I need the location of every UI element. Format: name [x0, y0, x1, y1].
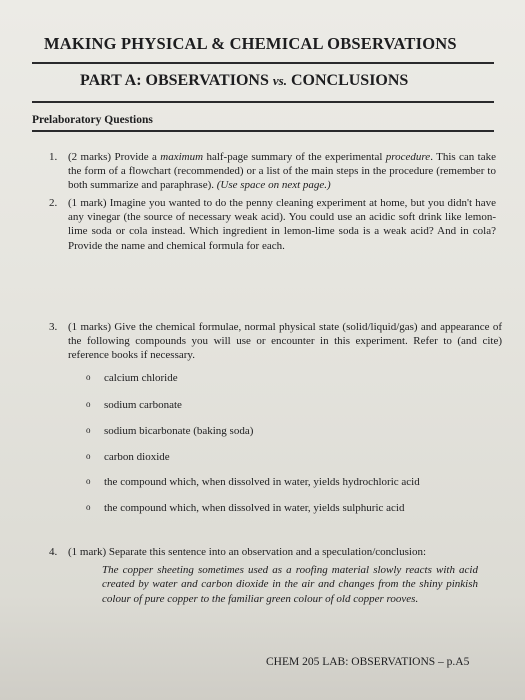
list-item-text: the compound which, when dissolved in water, yields sulphuric acid [104, 502, 405, 514]
question-number: 2. [49, 197, 58, 209]
question-text: (1 marks) Give the chemical formulae, normal physical state (solid/liquid/gas) and appearance of the following compounds you will use or encounter in this experiment. Refer to (and cite) reference books if necessary. [68, 321, 502, 362]
q1-emphasis-procedure: procedure [385, 151, 431, 163]
part-heading [80, 72, 480, 90]
list-item [86, 399, 182, 411]
bullet-icon: o [86, 425, 91, 435]
section-rule [32, 130, 494, 132]
question-number: 1. [49, 151, 58, 163]
list-item-text: sodium carbonate [104, 399, 182, 411]
question-text: (1 mark) Separate this sentence into an observation and a speculation/conclusion: [68, 546, 426, 558]
part-heading-post: CONCLUSIONS [286, 72, 409, 89]
q1-text-part: (2 marks) Provide a [68, 151, 161, 163]
bullet-icon: o [86, 399, 91, 409]
question-1 [49, 150, 496, 193]
section-heading: Prelaboratory Questions [32, 114, 153, 126]
part-rule [32, 101, 494, 103]
bullet-icon: o [86, 451, 91, 461]
part-heading-pre: PART A: OBSERVATIONS [80, 72, 273, 89]
list-item-text: the compound which, when dissolved in water, yields hydrochloric acid [104, 476, 420, 488]
title-rule [32, 62, 494, 64]
question-number: 4. [49, 546, 58, 558]
q1-text-part: . This can take the form of a flowchart (recommended) or a list of the main steps in the procedure (remember to both summarize and paraphrase). [68, 151, 496, 192]
question-text: (1 mark) Imagine you wanted to do the penny cleaning experiment at home, but you didn't have any vinegar (the source of necessary weak acid). You could use an acidic soft drink like lemon-lime soda or cola instead. Which ingredient in lemon-lime soda is a weak acid? And in cola? Provide the name and chemical formula for each. [68, 197, 496, 252]
page-title: MAKING PHYSICAL & CHEMICAL OBSERVATIONS [44, 34, 457, 53]
list-item [86, 451, 170, 463]
list-item [86, 476, 420, 488]
bullet-icon: o [86, 502, 91, 512]
quoted-sentence: The copper sheeting sometimes used as a roofing material slowly reacts with acid created by water and carbon dioxide in the air and changes from the shiny pinkish colour of pure copper to the familiar green colour of old copper rooves. [102, 564, 478, 605]
part-heading-vs: vs. [272, 73, 287, 88]
question-3 [49, 320, 502, 363]
question-number: 3. [49, 321, 58, 333]
page-footer: CHEM 205 LAB: OBSERVATIONS – p.A5 [266, 656, 470, 668]
list-item [86, 502, 405, 514]
bullet-icon: o [86, 372, 91, 382]
question-4 [49, 545, 498, 559]
list-item [86, 372, 178, 384]
q1-note: (Use space on next page.) [216, 179, 331, 192]
q1-text-part: half-page summary of the experimental [203, 151, 386, 163]
q1-emphasis-maximum: maximum [160, 151, 204, 163]
question-2 [49, 196, 496, 253]
list-item-text: sodium bicarbonate (baking soda) [104, 425, 254, 437]
list-item [86, 425, 254, 437]
bullet-icon: o [86, 476, 91, 486]
list-item-text: carbon dioxide [104, 451, 170, 463]
list-item-text: calcium chloride [104, 372, 178, 384]
